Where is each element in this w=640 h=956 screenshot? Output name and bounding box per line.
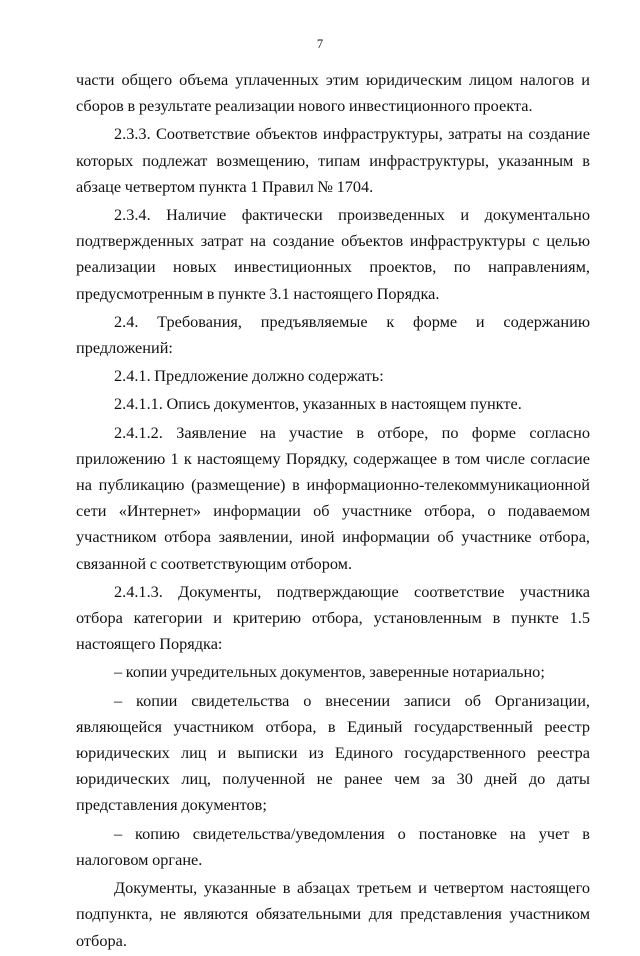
page-number: 7 xyxy=(316,37,324,51)
paragraph-2-4: 2.4. Требования, предъявляемые к форме и содержанию предложений: xyxy=(76,311,590,358)
paragraph-2-4-1-3: 2.4.1.3. Документы, подтверждающие соответствие участника отбора категории и критерию отбора, установленным в пункте 1.5 настоящего Порядка: xyxy=(76,581,590,654)
paragraph-2-3-3: 2.3.3. Соответствие объектов инфраструктуры, затраты на создание которых подлежат возмещению, типам инфраструктуры, указанным в абзаце четвертом пункта 1 Правил № 1704. xyxy=(76,124,590,196)
paragraph-2-4-1-1: 2.4.1.1. Опись документов, указанных в настоящем пункте. xyxy=(114,394,522,414)
list-item-founding-documents: – копии учредительных документов, заверенные нотариально; xyxy=(114,662,545,682)
paragraph-2-3-4: 2.3.4. Наличие фактически произведенных и документально подтвержденных затрат на создание объектов инфраструктуры с целью реализации новых инвестиционных проектов, по направлениям, предусмотренным в пункте 3.1 настоящего Порядка. xyxy=(76,205,590,303)
document-body xyxy=(76,67,590,956)
list-item-registry-certificate: – копии свидетельства о внесении записи об Организации, являющейся участником отбора, в Единый государственный реестр юридических лиц и выписки из Единого государственного реестра юридических лиц, полученной не ранее чем за 30 дней до даты представления документов; xyxy=(76,690,590,815)
paragraph-2-4-1: 2.4.1. Предложение должно содержать: xyxy=(114,366,384,386)
paragraph-optional-documents-note: Документы, указанные в абзацах третьем и четвертом настоящего подпункта, не являются обязательными для представления участником отбора. xyxy=(76,878,590,950)
paragraph-continuation: части общего объема уплаченных этим юридическим лицом налогов и сборов в результате реализации нового инвестиционного проекта. xyxy=(76,70,590,116)
paragraph-2-4-1-2: 2.4.1.2. Заявление на участие в отборе, по форме согласно приложению 1 к настоящему Порядку, содержащее в том числе согласие на публикацию (размещение) в информационно-телекоммуникационной сети «Интернет» информации об участнике отбора, о подаваемом участником отбора заявлении, иной информации об участнике отбора, связанной с соответствующим отбором. xyxy=(76,422,590,573)
list-item-tax-registration: – копию свидетельства/уведомления о постановке на учет в налоговом органе. xyxy=(76,823,590,869)
